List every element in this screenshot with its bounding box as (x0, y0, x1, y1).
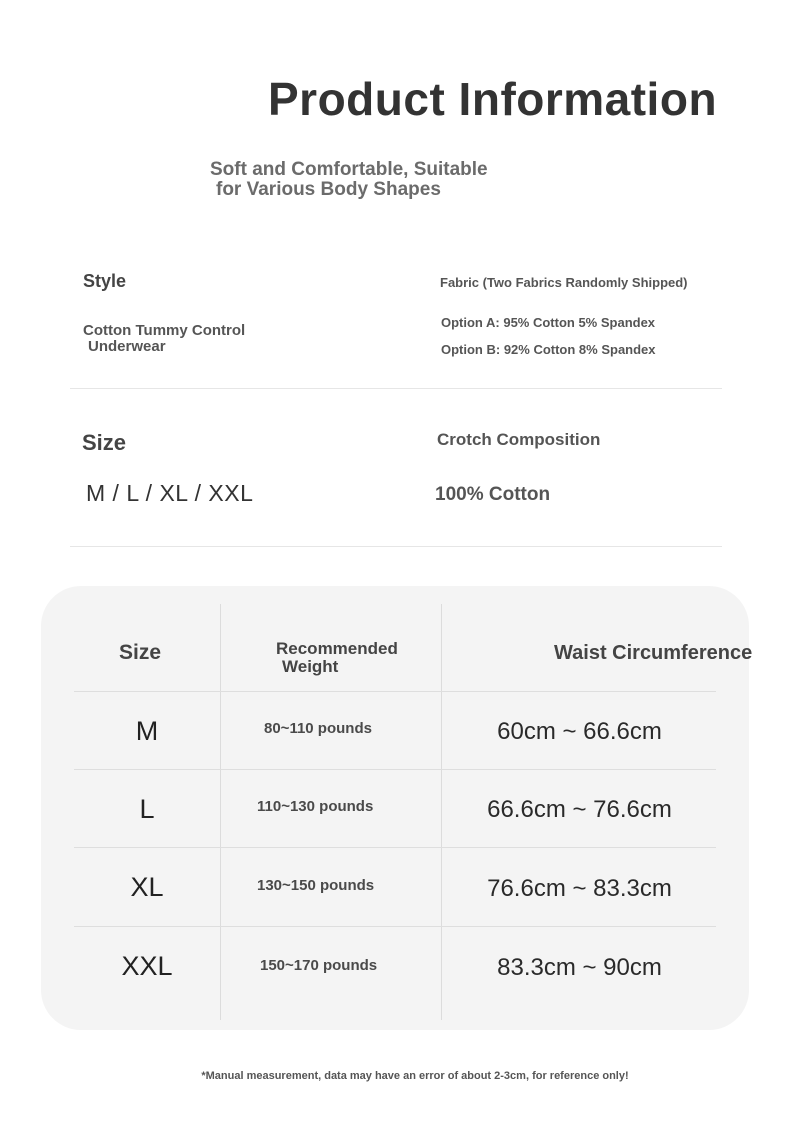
size-value: M / L / XL / XXL (86, 480, 254, 506)
table-column-divider (220, 604, 221, 1020)
crotch-label: Crotch Composition (437, 430, 601, 449)
table-row-divider (74, 926, 716, 927)
style-value-line-1: Cotton Tummy Control (83, 322, 246, 339)
table-header-weight (276, 640, 398, 676)
fabric-label: Fabric (Two Fabrics Randomly Shipped) (440, 275, 688, 290)
fabric-option-b: Option B: 92% Cotton 8% Spandex (441, 342, 656, 357)
table-cell-size: XXL (121, 951, 173, 981)
table-cell-waist: 83.3cm ~ 90cm (497, 954, 662, 981)
table-cell-weight: 80~110 pounds (264, 720, 372, 737)
subtitle-line-2: for Various Body Shapes (216, 179, 441, 200)
table-cell-weight: 110~130 pounds (257, 798, 374, 815)
table-header-waist: Waist Circumference (554, 642, 753, 664)
table-cell-weight: 150~170 pounds (260, 957, 378, 974)
table-header-weight-line-1: Recommended (276, 639, 398, 658)
table-cell-waist: 60cm ~ 66.6cm (497, 718, 662, 745)
subtitle-line-1: Soft and Comfortable, Suitable (210, 159, 488, 180)
table-cell-waist: 66.6cm ~ 76.6cm (487, 796, 672, 823)
size-label: Size (82, 430, 127, 455)
fabric-option-a: Option A: 95% Cotton 5% Spandex (441, 315, 656, 330)
section-divider (70, 546, 722, 547)
table-cell-size: XL (130, 872, 164, 902)
table-header-size: Size (119, 641, 162, 664)
table-cell-size: M (135, 716, 159, 746)
footnote: *Manual measurement, data may have an error of about 2-3cm, for reference only! (201, 1070, 629, 1082)
page-title: Product Information (268, 73, 718, 125)
style-value (83, 323, 245, 355)
table-cell-weight: 130~150 pounds (257, 877, 375, 894)
table-cell-size: L (139, 794, 155, 824)
table-row-divider (74, 691, 716, 692)
table-header-weight-line-2: Weight (282, 657, 339, 676)
page-subtitle (210, 160, 488, 200)
crotch-value: 100% Cotton (435, 484, 551, 505)
section-divider (70, 388, 722, 389)
style-label: Style (83, 271, 127, 291)
table-cell-waist: 76.6cm ~ 83.3cm (487, 875, 672, 902)
style-value-line-2: Underwear (88, 338, 166, 355)
table-row-divider (74, 847, 716, 848)
table-row-divider (74, 769, 716, 770)
